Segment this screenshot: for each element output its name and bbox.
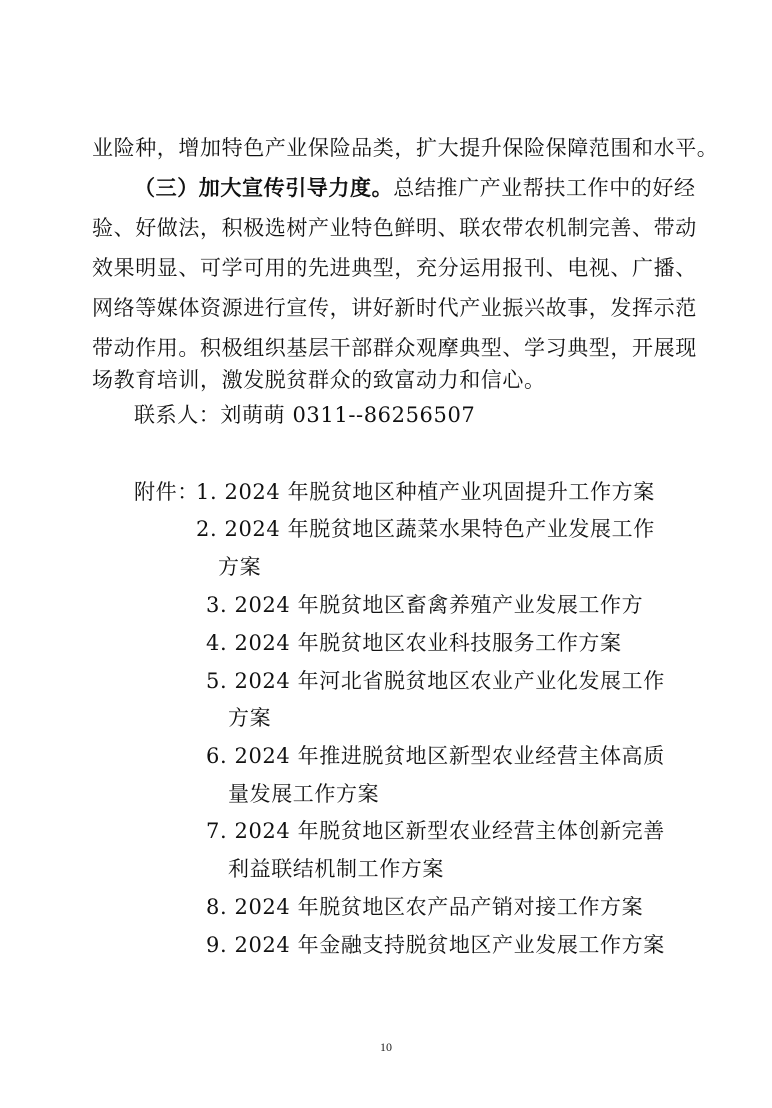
attachment-item: 8. 2024 年脱贫地区农产品产销对接工作方案 [206,895,644,919]
attachment-item: 7. 2024 年脱贫地区新型农业经营主体创新完善 [206,819,665,843]
paragraph-line: 带动作用。积极组织基层干部群众观摩典型、学习典型，开展现 [92,336,697,360]
attachment-item: 9. 2024 年金融支持脱贫地区产业发展工作方案 [206,933,665,957]
attachments-label: 附件： [134,480,199,504]
attachment-item-continued: 方案 [218,555,262,579]
attachment-item: 1. 2024 年脱贫地区种植产业巩固提升工作方案 [196,480,655,504]
page-number: 10 [380,1040,392,1054]
attachment-item-continued: 方案 [228,706,272,730]
section-heading: （三）加大宣传引导力度。 [134,175,394,200]
attachment-item: 3. 2024 年脱贫地区畜禽养殖产业发展工作方 [206,593,644,617]
attachment-item: 6. 2024 年推进脱贫地区新型农业经营主体高质 [206,744,665,768]
attachment-item: 4. 2024 年脱贫地区农业科技服务工作方案 [206,631,622,655]
paragraph-line: 场教育培训，激发脱贫群众的致富动力和信心。 [92,368,546,392]
paragraph-line: 验、好做法，积极选树产业特色鲜明、联农带农机制完善、带动 [92,216,697,240]
paragraph-line: 网络等媒体资源进行宣传，讲好新时代产业振兴故事，发挥示范 [92,296,697,320]
paragraph-line [134,174,696,202]
contact-line: 联系人：刘萌萌 0311--86256507 [134,403,476,427]
paragraph-text: 总结推广产业帮扶工作中的好经 [393,176,696,200]
paragraph-line: 业险种，增加特色产业保险品类，扩大提升保险保障范围和水平。 [92,136,719,160]
paragraph-line: 效果明显、可学可用的先进典型，充分运用报刊、电视、广播、 [92,256,697,280]
attachment-item: 5. 2024 年河北省脱贫地区农业产业化发展工作 [206,669,665,693]
attachment-item-continued: 量发展工作方案 [228,782,380,806]
attachment-item: 2. 2024 年脱贫地区蔬菜水果特色产业发展工作 [196,517,655,541]
attachment-item-continued: 利益联结机制工作方案 [228,857,444,881]
